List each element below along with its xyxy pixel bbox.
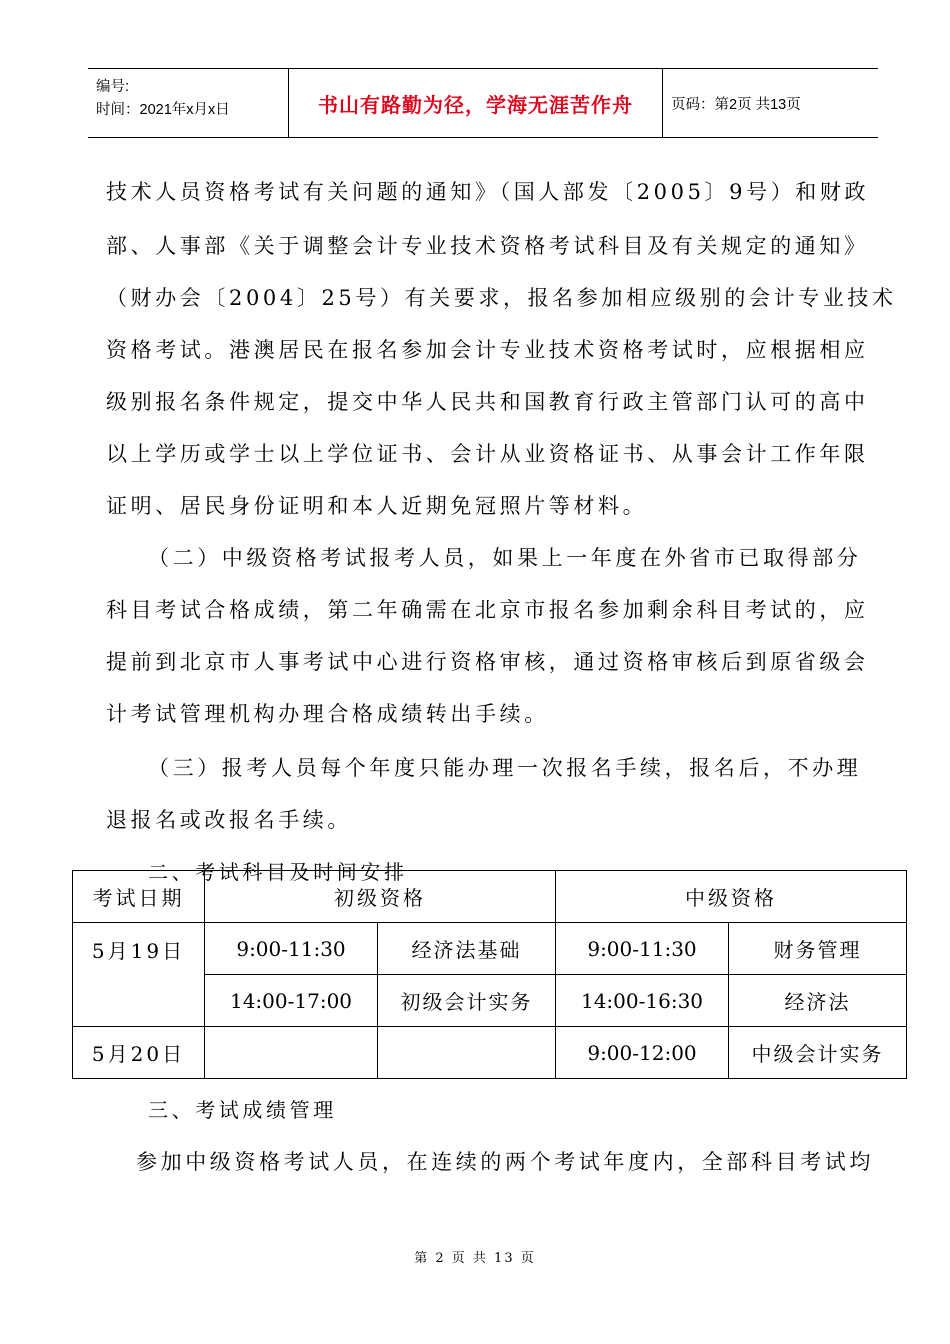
body-line: 提前到北京市人事考试中心进行资格审核，通过资格审核后到原省级会 xyxy=(106,650,869,674)
date-cell: 5月19日 xyxy=(73,923,205,1027)
header-meta xyxy=(88,69,288,137)
body-line: 参加中级资格考试人员，在连续的两个考试年度内，全部科目考试均 xyxy=(136,1150,874,1174)
body-line: 证明、居民身份证明和本人近期免冠照片等材料。 xyxy=(106,494,648,518)
body-line: 计考试管理机构办理合格成绩转出手续。 xyxy=(106,702,549,726)
intermediate-time-cell: 9:00-12:00 xyxy=(556,1027,729,1079)
junior-time-cell: 14:00-17:00 xyxy=(205,975,378,1027)
intermediate-time-cell: 9:00-11:30 xyxy=(556,923,729,975)
body-line: 科目考试合格成绩，第二年确需在北京市报名参加剩余科目考试的，应 xyxy=(106,598,869,622)
body-line: （财办会〔2004〕25号）有关要求，报名参加相应级别的会计专业技术 xyxy=(106,286,897,310)
body-line: 资格考试。港澳居民在报名参加会计专业技术资格考试时，应根据相应 xyxy=(106,338,869,362)
time-label: 时间：2021年x月x日 xyxy=(96,102,230,118)
body-line: 退报名或改报名手续。 xyxy=(106,808,352,832)
body-line: 级别报名条件规定，提交中华人民共和国教育行政主管部门认可的高中 xyxy=(106,390,869,414)
table-row xyxy=(73,923,907,975)
junior-time-cell xyxy=(205,1027,378,1079)
header-intermediate: 中级资格 xyxy=(556,871,907,923)
junior-subject-cell xyxy=(378,1027,556,1079)
page-footer: 第 2 页 共 13 页 xyxy=(414,1251,536,1266)
serial-label: 编号: xyxy=(96,79,130,95)
body-line: 技术人员资格考试有关问题的通知》（国人部发〔2005〕9号）和财政 xyxy=(106,180,870,204)
section-heading: 三、考试成绩管理 xyxy=(148,1098,337,1122)
motto-text: 书山有路勤为径，学海无涯苦作舟 xyxy=(318,92,633,117)
intermediate-subject-cell: 财务管理 xyxy=(729,923,907,975)
body-line: 以上学历或学士以上学位证书、会计从业资格证书、从事会计工作年限 xyxy=(106,442,869,466)
intermediate-time-cell: 14:00-16:30 xyxy=(556,975,729,1027)
header-motto-cell xyxy=(288,69,663,137)
table-header-row xyxy=(73,871,907,923)
section-heading: 二、考试科目及时间安排 xyxy=(148,860,408,884)
intermediate-subject-cell: 中级会计实务 xyxy=(729,1027,907,1079)
intermediate-subject-cell: 经济法 xyxy=(729,975,907,1027)
header-junior: 初级资格 xyxy=(205,871,556,923)
header-page-label: 页码：第2页 共13页 xyxy=(671,96,801,113)
header-page-cell xyxy=(663,69,878,137)
header-date: 考试日期 xyxy=(73,871,205,923)
body-line: （二）中级资格考试报考人员，如果上一年度在外省市已取得部分 xyxy=(148,546,862,570)
junior-subject-cell: 初级会计实务 xyxy=(378,975,556,1027)
page-header xyxy=(88,68,878,138)
table-row xyxy=(73,1027,907,1079)
junior-subject-cell: 经济法基础 xyxy=(378,923,556,975)
body-line: 部、人事部《关于调整会计专业技术资格考试科目及有关规定的通知》 xyxy=(106,234,869,258)
junior-time-cell: 9:00-11:30 xyxy=(205,923,378,975)
exam-schedule-table xyxy=(72,870,907,1079)
date-cell: 5月20日 xyxy=(73,1027,205,1079)
body-line: （三）报考人员每个年度只能办理一次报名手续，报名后，不办理 xyxy=(148,756,862,780)
